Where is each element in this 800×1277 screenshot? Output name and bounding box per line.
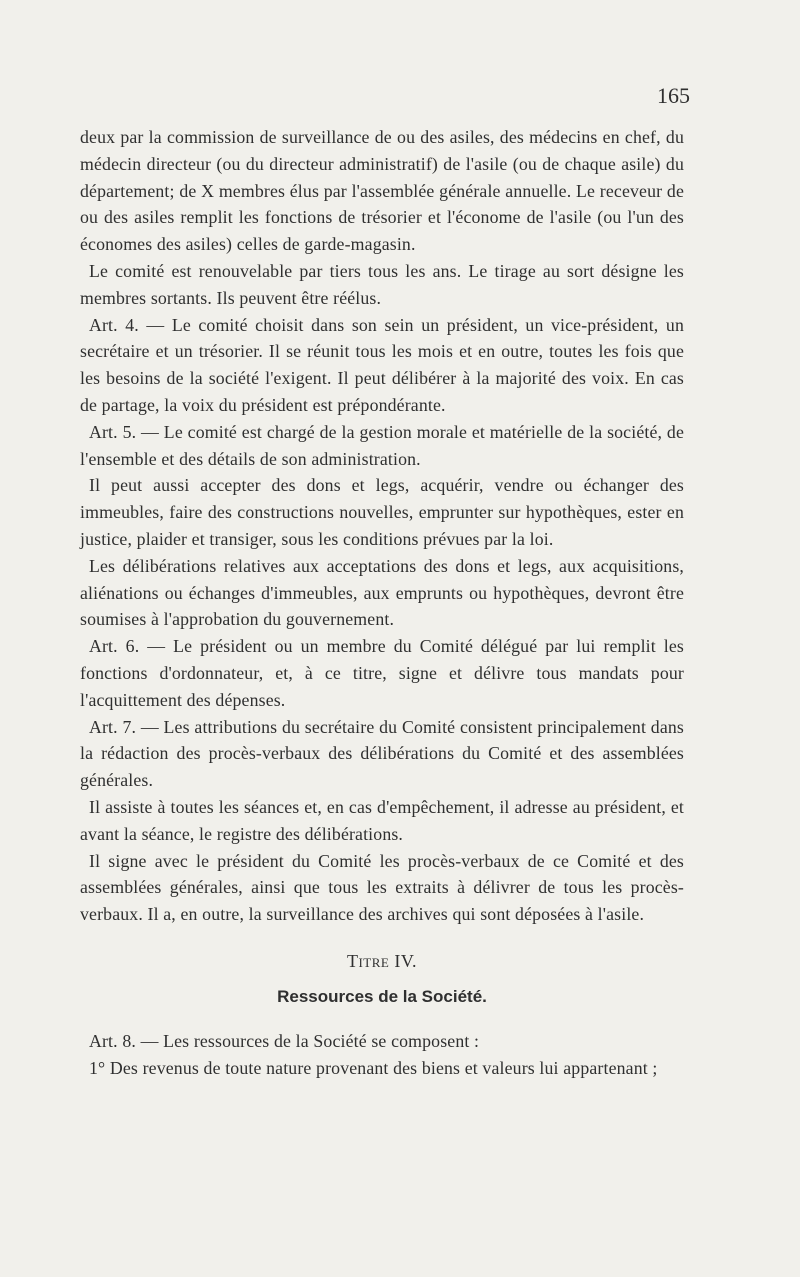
paragraph-article-5: Art. 5. — Le comité est chargé de la gestion morale et matérielle de la société, de l'ensemble et des détails de son administration. bbox=[80, 421, 684, 469]
page-number: 165 bbox=[657, 83, 690, 108]
paragraph: Il peut aussi accepter des dons et legs, acquérir, vendre ou échanger des immeubles, faire des constructions nouvelles, emprunter sur hypothèques, ester en justice, plaider et transiger, sous les conditions prévues par la loi. bbox=[80, 475, 684, 549]
paragraph-article-8: Art. 8. — Les ressources de la Société se composent : bbox=[89, 1030, 480, 1051]
paragraph-article-6: Art. 6. — Le président ou un membre du Comité délégué par lui remplit les fonctions d'ordonnateur, et, à ce titre, signe et délivre tous mandats pour l'acquittement des dépenses. bbox=[80, 636, 684, 710]
paragraph: Il signe avec le président du Comité les procès-verbaux de ce Comité et des assemblées générales, ainsi que tous les extraits à délivrer de tous les procès-verbaux. Il a, en outre, la surveillance des archives qui sont déposées à l'asile. bbox=[80, 850, 684, 925]
paragraph: Les délibérations relatives aux acceptations des dons et legs, aux acquisitions, aliénations ou échanges d'immeubles, aux emprunts ou hypothèques, devront être soumises à l'approbation du gouvernement. bbox=[80, 555, 684, 630]
paragraph: Il assiste à toutes les séances et, en cas d'empêchement, il adresse au président, et avant la séance, le registre des délibérations. bbox=[80, 796, 684, 844]
paragraph: Le comité est renouvelable par tiers tous les ans. Le tirage au sort désigne les membres sortants. Ils peuvent être réélus. bbox=[80, 260, 684, 308]
section-heading: Ressources de la Société. bbox=[277, 986, 487, 1006]
paragraph-article-4: Art. 4. — Le comité choisit dans son sein un président, un vice-président, un secrétaire et un trésorier. Il se réunit tous les mois et en outre, toutes les fois que les besoins de la société l'exigent. Il peut délibérer à la majorité des voix. En cas de partage, la voix du président est prépondérante. bbox=[80, 314, 684, 415]
paragraph-article-7: Art. 7. — Les attributions du secrétaire du Comité consistent principalement dans la rédaction des procès-verbaux des délibérations du Comité et des assemblées générales. bbox=[80, 716, 684, 791]
body-text bbox=[80, 124, 684, 1082]
titre-numeral: IV. bbox=[394, 950, 418, 971]
titre-word: Titre bbox=[346, 950, 390, 971]
titre-heading bbox=[80, 948, 684, 974]
paragraph: deux par la commission de surveillance de ou des asiles, des médecins en chef, du médecin directeur (ou du directeur administratif) de l'asile (ou de chaque asile) du département; de X membres élus par l'assemblée générale annuelle. Le receveur de ou des asiles remplit les fonctions de trésorier et l'économe de l'asile (ou l'un des économes des asiles) celles de garde-magasin. bbox=[80, 127, 684, 255]
paragraph-list-item: 1° Des revenus de toute nature provenant des biens et valeurs lui appartenant ; bbox=[89, 1057, 658, 1078]
